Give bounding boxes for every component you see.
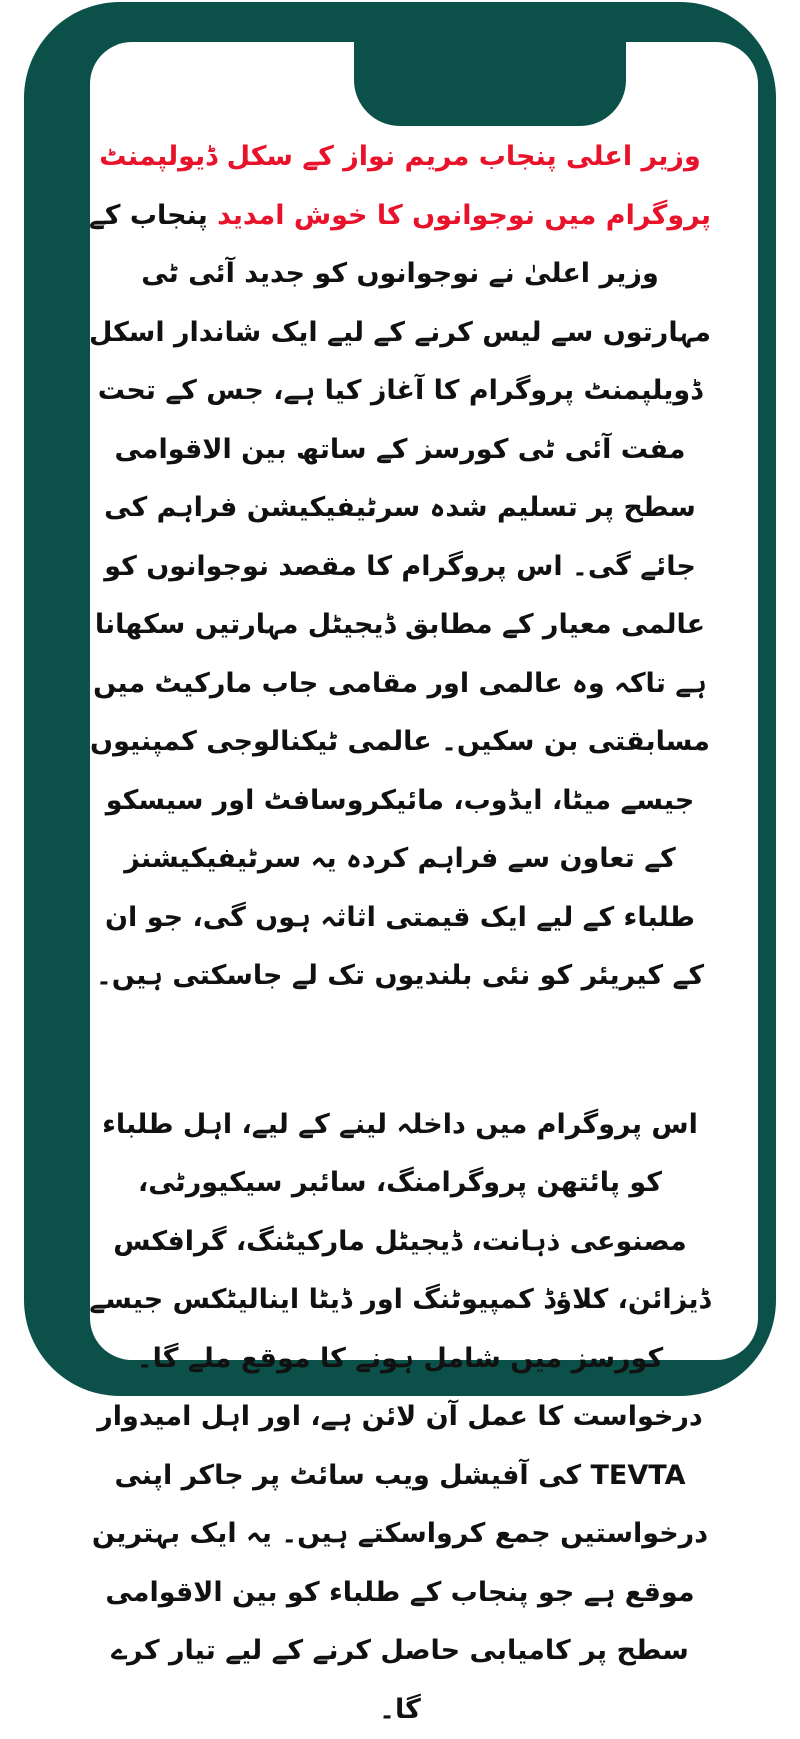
- article-paragraph-1-text: پنجاب کے وزیر اعلیٰ نے نوجوانوں کو جدید آئی ٹی مہارتوں سے لیس کرنے کے لیے ایک شاندار اسکل ڈویلپمنٹ پروگرام کا آغاز کیا ہے، جس کے تحت مفت آئی ٹی کورسز کے ساتھ بین الاقوامی سطح پر تسلیم شدہ سرٹیفیکیشن فراہم کی جائے گی۔ اس پروگرام کا مقصد نوجوانوں کو عالمی معیار کے مطابق ڈیجیٹل مہارتیں سکھانا ہے تاکہ وہ عالمی اور مقامی جاب مارکیٹ میں مسابقتی بن سکیں۔ عالمی ٹیکنالوجی کمپنیوں جیسے میٹا، ایڈوب، مائیکروسافٹ اور سیسکو کے تعاون سے فراہم کردہ یہ سرٹیفیکیشنز طلباء کے لیے ایک قیمتی اثاثہ ہوں گی، جو ان کے کیریئر کو نئی بلندیوں تک لے جاسکتی ہیں۔: [89, 200, 711, 992]
- phone-notch: [354, 42, 626, 126]
- article-paragraph-1: [88, 128, 712, 1006]
- article-body: [88, 128, 712, 1739]
- article-headline: وزیر اعلی پنجاب مریم نواز کے سکل ڈیولپمنٹ پروگرام میں نوجوانوں کا خوش امدید: [99, 141, 711, 231]
- article-paragraph-2: اس پروگرام میں داخلہ لینے کے لیے، اہل طلباء کو پائتھن پروگرامنگ، سائبر سیکیورٹی، مصنوعی ذہانت، ڈیجیٹل مارکیٹنگ، گرافکس ڈیزائن، کلاؤڈ کمپیوٹنگ اور ڈیٹا اینالیٹکس جیسے کورسز میں شامل ہونے کا موقع ملے گا۔ درخواست کا عمل آن لائن ہے، اور اہل امیدوار TEVTA کی آفیشل ویب سائٹ پر جاکر اپنی درخواستیں جمع کرواسکتے ہیں۔ یہ ایک بہترین موقع ہے جو پنجاب کے طلباء کو بین الاقوامی سطح پر کامیابی حاصل کرنے کے لیے تیار کرے گا۔: [88, 1096, 712, 1739]
- paragraph-gap: [88, 1006, 712, 1096]
